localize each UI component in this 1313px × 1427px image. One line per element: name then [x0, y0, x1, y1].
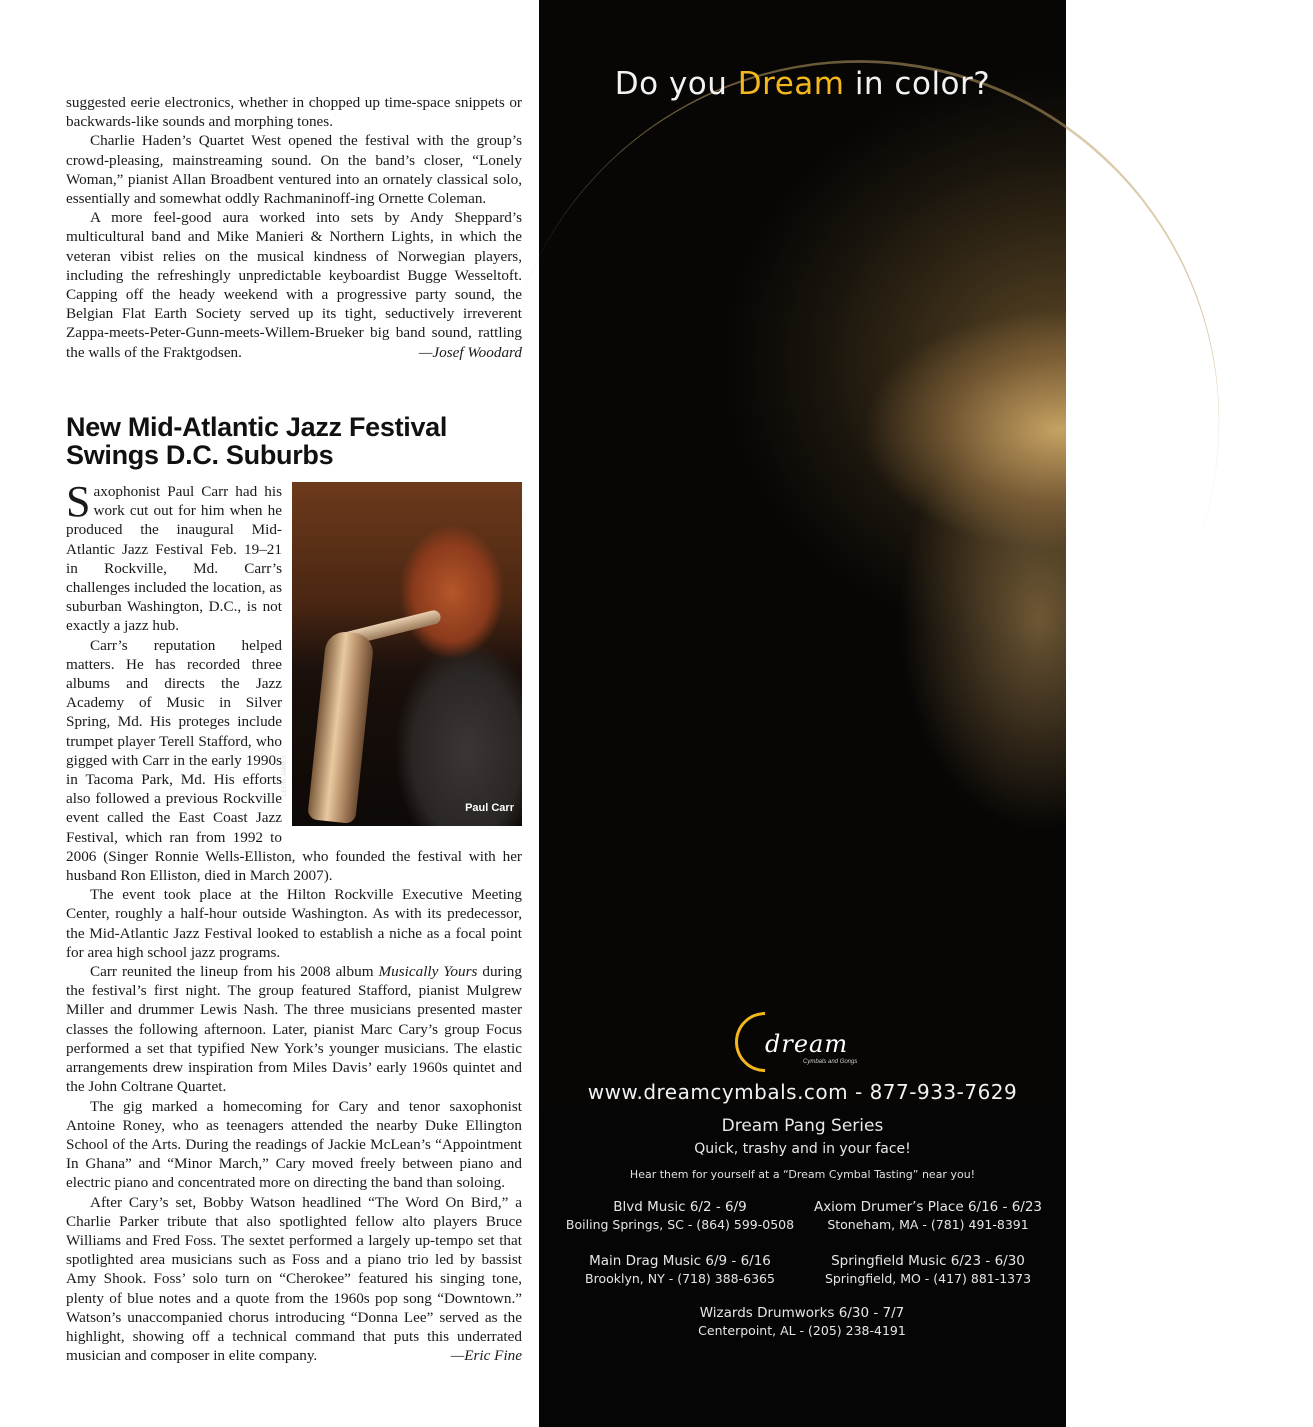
headline-line: Swings D.C. Suburbs: [66, 440, 334, 470]
venue-listing: [555, 1252, 805, 1287]
paragraph: [66, 1193, 522, 1366]
venue-name: Axiom Drumer’s Place 6/16 - 6/23: [813, 1199, 1043, 1215]
venue-location: Boiling Springs, SC - (864) 599-0508: [565, 1217, 795, 1232]
ad-headline-accent: Dream: [737, 66, 845, 102]
venue-name: Wizards Drumworks 6/30 - 7/7: [699, 1305, 905, 1321]
paragraph-text: A more feel-good aura worked into sets by Andy Sheppard’s multicultural band and Mike Manieri & Northern Lights, in which the veteran vibist relies on the musical kindness of Norwegian players, including the refreshingly unpredictable keyboardist Bugge Wesseltoft. Capping off the heady weekend with a progressive party sound, the Belgian Flat Earth Society served up its tight, seductively irreverent Zappa-meets-Peter-Gunn-meets-Willem-Brueker big band sound, rattling the walls of the Fraktgodsen.: [66, 209, 522, 361]
photo-caption: Paul Carr: [465, 801, 514, 814]
ad-headline: [539, 66, 1066, 102]
dream-logo: [735, 1012, 875, 1072]
saxophone: [307, 630, 375, 824]
article-body: [66, 477, 522, 1365]
paragraph: The event took place at the Hilton Rockville Executive Meeting Center, roughly a half-hour outside Washington. As with its predecessor, the Mid-Atlantic Jazz Festival looked to establish a niche as a focal point for area high school jazz programs.: [66, 886, 522, 961]
article-headline: [66, 413, 536, 469]
logo-subtitle: Cymbals and Gongs: [803, 1059, 858, 1065]
paragraph-text: Carr reunited the lineup from his 2008 album: [90, 963, 379, 981]
album-title: Musically Yours: [378, 963, 478, 981]
paragraph-text: during the festival’s first night. The group featured Stafford, pianist Mulgrew Miller and drummer Lewis Nash. The three musicians presented master classes the following afternoon. Later, pianist Marc Cary’s group Focus performed a set that typified New York’s younger musicians. The elastic arrangements drew inspiration from Miles Davis’ early 1960s quintet and the John Coltrane Quartet.: [66, 963, 522, 1096]
paragraph: [66, 208, 522, 362]
byline: —Josef Woodard: [418, 343, 522, 361]
venue-listing: [555, 1198, 805, 1233]
venue-name: Main Drag Music 6/9 - 6/16: [589, 1253, 771, 1269]
paragraph: [66, 962, 522, 1096]
venue-name: Blvd Music 6/2 - 6/9: [613, 1199, 747, 1215]
paragraph-text: After Cary’s set, Bobby Watson headlined “The Word On Bird,” a Charlie Parker tribute that also spotlighted fellow alto players Bruce Williams and Fred Foss. The sextet performed a largely up-tempo set that spotlighted area musicians such as Foss and a piano trio led by bassist Amy Shook. Foss’ solo turn on “Cherokee” featured his singing tone, plenty of blue notes and a quote from the 1960s pop song “Downtown.” Watson’s unaccompanied chorus introducing “Donna Lee” served as the highlight, showing off a technical command that puts this underrated musician and composer in elite company.: [66, 1193, 522, 1365]
ad-series-name: Dream Pang Series: [721, 1116, 884, 1136]
ad-tagline: Quick, trashy and in your face!: [694, 1141, 911, 1157]
byline: —Eric Fine: [450, 1347, 522, 1365]
venue-location: Stoneham, MA - (781) 491-8391: [827, 1217, 1029, 1232]
lead-text: axophonist Paul Carr had his work cut out for him when he produced the inaugural Mid-Atlantic Jazz Festival Feb. 19–21 in Rockville, Md. Carr’s challenges included the location, as suburban Washington, D.C., is not exactly a jazz hub.: [66, 483, 282, 635]
paragraph: suggested eerie electronics, whether in chopped up time-space snippets or backwards-like sounds and morphing tones.: [66, 94, 522, 131]
venue-listing: [677, 1304, 927, 1339]
photo-credit: LEON JAMES: [280, 754, 288, 796]
logo-wordmark: dream: [765, 1030, 849, 1058]
venue-location: Springfield, MO - (417) 881-1373: [824, 1271, 1032, 1286]
paragraph: The gig marked a homecoming for Cary and tenor saxophonist Antoine Roney, who as teenagers attended the nearby Duke Ellington School of the Arts. During the readings of Jackie McLean’s “Appointment In Ghana” and “Minor March,” Cary moved freely between piano and electric piano and concentrated more on directing the band than soloing.: [66, 1097, 522, 1192]
venue-name: Springfield Music 6/23 - 6/30: [831, 1253, 1025, 1269]
drop-cap: S: [66, 477, 91, 526]
venue-listing: [803, 1198, 1053, 1233]
ad-headline-text: in color?: [844, 66, 991, 102]
paragraph: Charlie Haden’s Quartet West opened the festival with the group’s crowd-pleasing, mainstreaming sound. On the band’s closer, “Lonely Woman,” pianist Allan Broadbent ventured into an ornately classical solo, essentially and somewhat oddly Rachmaninoff-ing Ornette Coleman.: [66, 132, 522, 208]
venue-listing: [803, 1252, 1053, 1287]
dream-cymbals-ad: [539, 0, 1066, 1427]
venue-location: Brooklyn, NY - (718) 388-6365: [585, 1271, 775, 1286]
cymbal-image: [405, 0, 1313, 877]
ad-website-phone: www.dreamcymbals.com - 877-933-7629: [587, 1080, 1018, 1104]
article-continued: [66, 93, 522, 362]
photo-paul-carr: [280, 482, 522, 826]
venue-location: Centerpoint, AL - (205) 238-4191: [698, 1323, 906, 1338]
headline-line: New Mid-Atlantic Jazz Festival: [66, 412, 448, 442]
paragraph: Carr’s reputation helped matters. He has recorded three albums and directs the Jazz Academy of Music in Silver Spring, Md. His proteges include trumpet player Terell Stafford, who gigged with Carr in the early 1990s in Tacoma Park, Md. His efforts also followed a previous Rockville event called the East Coast Jazz Festival, which ran from 1992 to 2006 (Singer Ronnie Wells-Elliston, who founded the festival with her husband Ron Elliston, died in March 2007).: [66, 636, 522, 885]
ad-headline-text: Do you: [614, 66, 738, 102]
ad-tasting-invite: Hear them for yourself at a “Dream Cymbal Tasting” near you!: [629, 1168, 976, 1181]
